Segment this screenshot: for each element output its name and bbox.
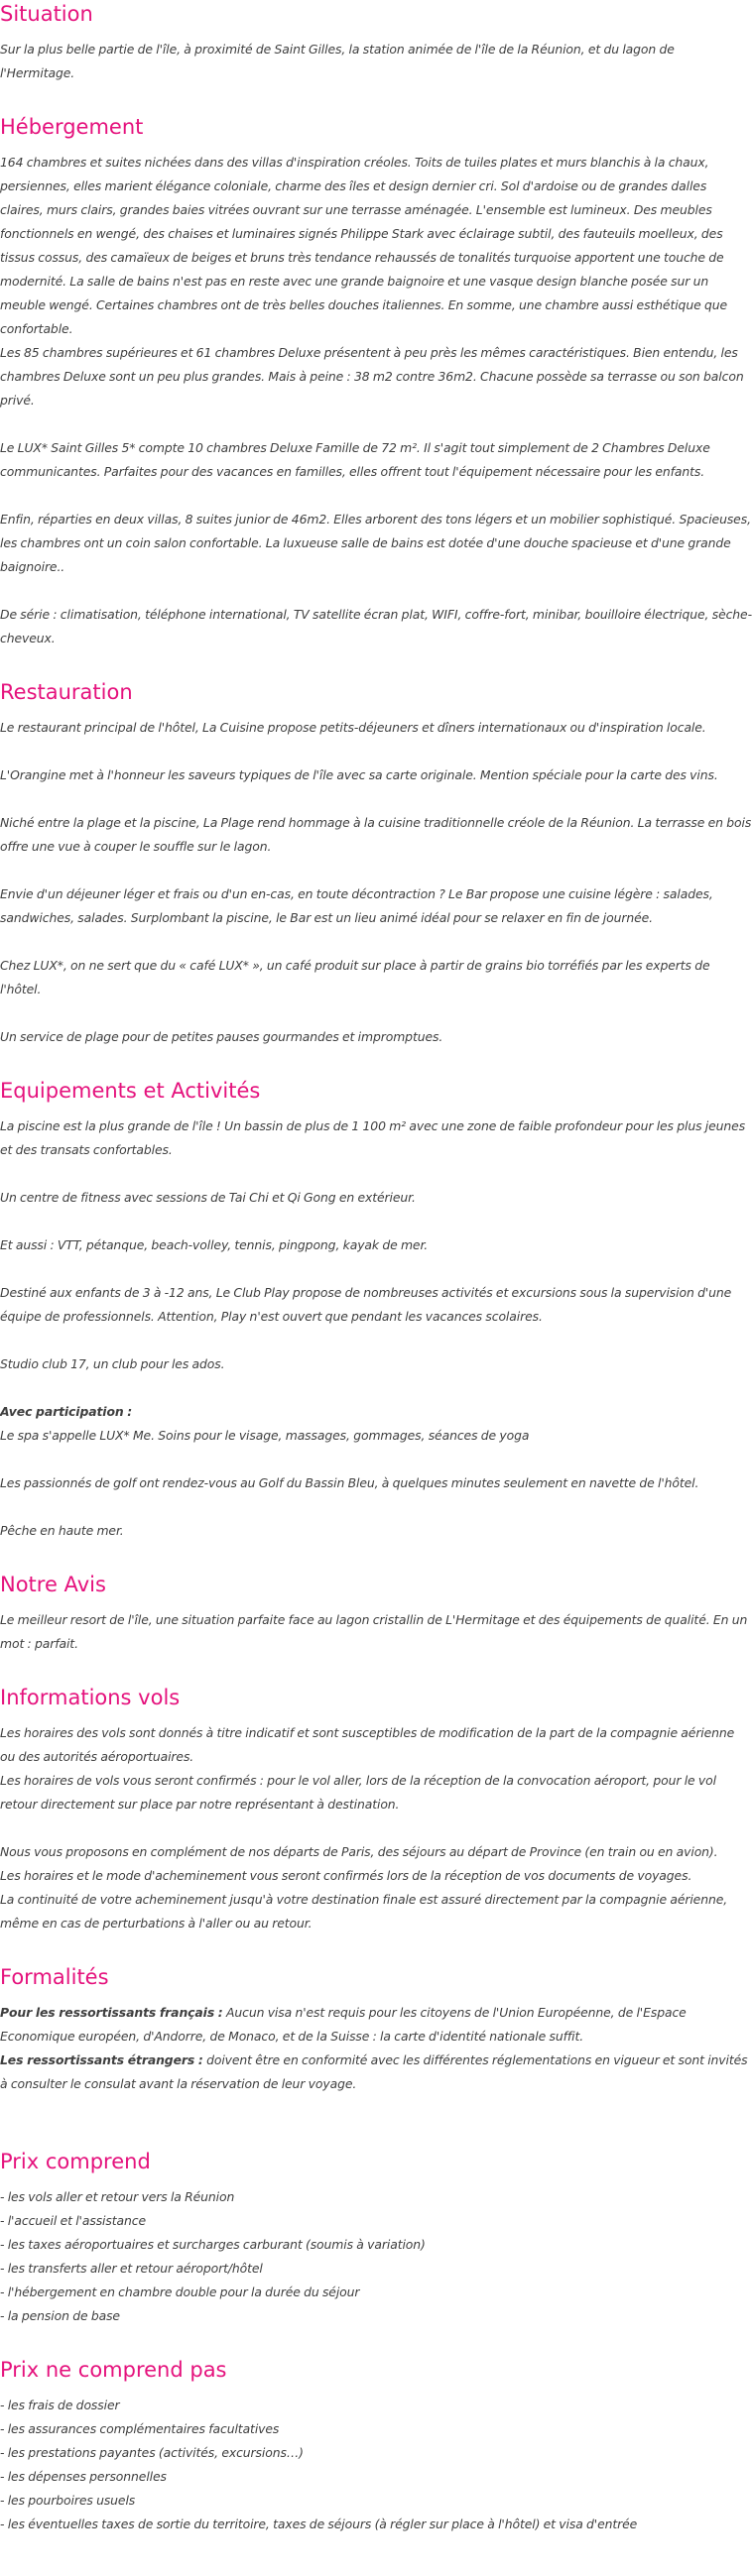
vols-paragraph: Les horaires de vols vous seront confirmés : pour le vol aller, lors de la réception de la convocation aéroport, pour le vol retour directement sur place par notre représentant à destination. bbox=[0, 1773, 716, 1812]
vols-paragraph: La continuité de votre acheminement jusqu'à votre destination finale est assuré directement par la compagnie aérienne, même en cas de perturbations à l'aller ou au retour. bbox=[0, 1892, 728, 1931]
restauration-paragraph: Envie d'un déjeuner léger et frais ou d'un en-cas, en toute décontraction ? Le Bar propose une cuisine légère : salades, sandwiches, salades. Surplombant la piscine, le Bar est un lieu animé idéal pour se relaxer en fin de journée. bbox=[0, 886, 713, 925]
section-prix-ne-comprend bbox=[0, 2356, 752, 2536]
list-item: - les pourboires usuels bbox=[0, 2493, 136, 2508]
section-vols bbox=[0, 1684, 752, 1935]
list-item: - les transferts aller et retour aéroport/hôtel bbox=[0, 2261, 263, 2276]
equipements-paragraph: Pêche en haute mer. bbox=[0, 1523, 124, 1538]
hebergement-paragraph: Les 85 chambres supérieures et 61 chambres Deluxe présentent à peu près les mêmes caractéristiques. Bien entendu, les chambres Deluxe sont un peu plus grandes. Mais à peine : 38 m2 contre 36m2. Chacune possède sa terrasse ou son balcon privé. bbox=[0, 345, 744, 408]
section-situation bbox=[0, 0, 752, 85]
section-avis bbox=[0, 1571, 752, 1656]
list-item: - les prestations payantes (activités, excursions…) bbox=[0, 2445, 304, 2460]
section-title-situation: Situation bbox=[0, 2, 93, 26]
section-prix-comprend bbox=[0, 2148, 752, 2328]
formalites-foreign-label: Les ressortissants étrangers : bbox=[0, 2052, 203, 2067]
hebergement-paragraph: 164 chambres et suites nichées dans des villas d'inspiration créoles. Toits de tuiles plates et murs blanchis à la chaux, persiennes, elles marient élégance coloniale, charme des îles et design dernier cri. Sol d'ardoise ou de grandes dalles claires, murs clairs, grandes baies vitrées ouvrant sur une terrasse aménagée. L'ensemble est lumineux. Des meubles fonctionnels en wengé, des chaises et luminaires signés Philippe Stark avec éclairage subtil, des fauteuils moelleux, des tissus cossus, des camaïeux de beiges et bruns très tendance rehaussés de tonalités turquoise apportent une touche de modernité. La salle de bains n'est pas en reste avec une grande baignoire et une vasque design blanche posée sur un meuble wengé. Certaines chambres ont de très belles douches italiennes. En somme, une chambre aussi esthétique que confortable. bbox=[0, 155, 727, 336]
section-title-equipements: Equipements et Activités bbox=[0, 1079, 261, 1103]
list-item: - la pension de base bbox=[0, 2308, 120, 2323]
avis-text: Le meilleur resort de l'île, une situation parfaite face au lagon cristallin de L'Hermitage et des équipements de qualité. En un mot : parfait. bbox=[0, 1612, 748, 1651]
restauration-paragraph: L'Orangine met à l'honneur les saveurs typiques de l'île avec sa carte originale. Mention spéciale pour la carte des vins. bbox=[0, 767, 718, 782]
list-item: - les frais de dossier bbox=[0, 2398, 120, 2412]
vols-paragraph: Les horaires et le mode d'acheminement vous seront confirmés lors de la réception de vos documents de voyages. bbox=[0, 1868, 692, 1883]
equipements-paragraph: Studio club 17, un club pour les ados. bbox=[0, 1356, 225, 1371]
restauration-paragraph: Le restaurant principal de l'hôtel, La Cuisine propose petits-déjeuners et dîners internationaux ou d'inspiration locale. bbox=[0, 720, 706, 735]
situation-text: Sur la plus belle partie de l'île, à proximité de Saint Gilles, la station animée de l'île de la Réunion, et du lagon de l'Hermitage. bbox=[0, 42, 675, 80]
prix-comprend-list bbox=[0, 2185, 752, 2328]
formalites-french bbox=[0, 2001, 752, 2049]
list-item: - les éventuelles taxes de sortie du territoire, taxes de séjours (à régler sur place à l'hôtel) et visa d'entrée bbox=[0, 2517, 638, 2531]
equipements-paragraph: Un centre de fitness avec sessions de Tai Chi et Qi Gong en extérieur. bbox=[0, 1190, 416, 1205]
section-formalites bbox=[0, 1963, 752, 2096]
section-title-prix-comprend: Prix comprend bbox=[0, 2150, 151, 2173]
section-title-formalites: Formalités bbox=[0, 1965, 109, 1989]
list-item: - l'accueil et l'assistance bbox=[0, 2213, 146, 2228]
section-title-vols: Informations vols bbox=[0, 1686, 181, 1709]
hebergement-paragraph: De série : climatisation, téléphone international, TV satellite écran plat, WIFI, coffre-fort, minibar, bouilloire électrique, sèche-cheveux. bbox=[0, 607, 752, 645]
list-item: - les dépenses personnelles bbox=[0, 2469, 167, 2484]
section-title-prix-ne-comprend: Prix ne comprend pas bbox=[0, 2358, 227, 2382]
equipements-paragraph: Les passionnés de golf ont rendez-vous au Golf du Bassin Bleu, à quelques minutes seulement en navette de l'hôtel. bbox=[0, 1475, 699, 1490]
participation-label: Avec participation : bbox=[0, 1404, 133, 1419]
list-item: - l'hébergement en chambre double pour la durée du séjour bbox=[0, 2284, 360, 2299]
equipements-paragraph: Et aussi : VTT, pétanque, beach-volley, tennis, pingpong, kayak de mer. bbox=[0, 1237, 429, 1252]
section-restauration bbox=[0, 678, 752, 1049]
list-item: - les assurances complémentaires facultatives bbox=[0, 2421, 280, 2436]
vols-paragraph: Les horaires des vols sont donnés à titre indicatif et sont susceptibles de modification de la part de la compagnie aérienne ou des autorités aéroportuaires. bbox=[0, 1725, 735, 1764]
prix-ne-comprend-list bbox=[0, 2394, 752, 2536]
section-title-hebergement: Hébergement bbox=[0, 115, 144, 139]
formalites-foreign-text: doivent être en conformité avec les différentes réglementations en vigueur et sont invités à consulter le consulat avant la réservation de leur voyage. bbox=[0, 2052, 748, 2091]
restauration-paragraph: Niché entre la plage et la piscine, La Plage rend hommage à la cuisine traditionnelle créole de la Réunion. La terrasse en bois offre une vue à couper le souffle sur le lagon. bbox=[0, 815, 752, 854]
section-equipements bbox=[0, 1077, 752, 1543]
section-title-avis: Notre Avis bbox=[0, 1573, 106, 1596]
section-hebergement bbox=[0, 113, 752, 650]
formalites-french-label: Pour les ressortissants français : bbox=[0, 2005, 223, 2020]
formalites-foreign bbox=[0, 2049, 752, 2096]
formalites-french-text: Aucun visa n'est requis pour les citoyens de l'Union Européenne, de l'Espace Economique européen, d'Andorre, de Monaco, et de la Suisse : la carte d'identité nationale suffit. bbox=[0, 2005, 687, 2044]
list-item: - les vols aller et retour vers la Réunion bbox=[0, 2189, 235, 2204]
restauration-paragraph: Un service de plage pour de petites pauses gourmandes et impromptues. bbox=[0, 1029, 443, 1044]
list-item: - les taxes aéroportuaires et surcharges carburant (soumis à variation) bbox=[0, 2237, 426, 2252]
hebergement-paragraph: Le LUX* Saint Gilles 5* compte 10 chambres Deluxe Famille de 72 m². Il s'agit tout simplement de 2 Chambres Deluxe communicantes. Parfaites pour des vacances en familles, elles offrent tout l'équipement nécessaire pour les enfants. bbox=[0, 440, 710, 479]
equipements-paragraph: Le spa s'appelle LUX* Me. Soins pour le visage, massages, gommages, séances de yoga bbox=[0, 1428, 530, 1443]
restauration-paragraph: Chez LUX*, on ne sert que du « café LUX* », un café produit sur place à partir de grains bio torréfiés par les experts de l'hôtel. bbox=[0, 958, 710, 996]
equipements-paragraph: La piscine est la plus grande de l'île ! Un bassin de plus de 1 100 m² avec une zone de faible profondeur pour les plus jeunes et des transats confortables. bbox=[0, 1118, 746, 1157]
section-title-restauration: Restauration bbox=[0, 680, 133, 704]
hebergement-paragraph: Enfin, réparties en deux villas, 8 suites junior de 46m2. Elles arborent des tons légers et un mobilier sophistiqué. Spacieuses, les chambres ont un coin salon confortable. La luxueuse salle de bains est dotée d'une douche spacieuse et d'une grande baignoire.. bbox=[0, 512, 751, 574]
equipements-paragraph: Destiné aux enfants de 3 à -12 ans, Le Club Play propose de nombreuses activités et excursions sous la supervision d'une équipe de professionnels. Attention, Play n'est ouvert que pendant les vacances scolaires. bbox=[0, 1285, 732, 1324]
vols-paragraph: Nous vous proposons en complément de nos départs de Paris, des séjours au départ de Province (en train ou en avion). bbox=[0, 1844, 718, 1859]
